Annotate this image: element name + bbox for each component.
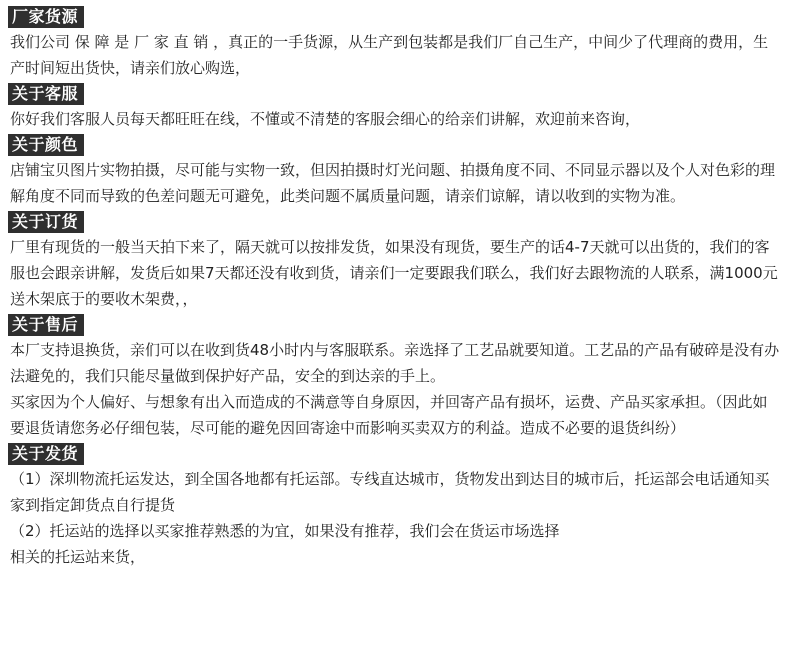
section-factory-source bbox=[8, 4, 782, 81]
section-paragraph: 你好我们客服人员每天都旺旺在线，不懂或不清楚的客服会细心的给亲们讲解，欢迎前来咨询， bbox=[10, 110, 641, 128]
section-customer-service bbox=[8, 81, 782, 132]
section-paragraph: 买家因为个人偏好、与想象有出入而造成的不满意等自身原因，并回寄产品有损坏，运费、产品买家承担。（因此如要退货请您务必仔细包装，尽可能的避免因回寄途中而影响买卖双方的利益。造成不必要的退货纠纷） bbox=[10, 393, 768, 437]
section-heading: 关于售后 bbox=[8, 314, 84, 336]
section-paragraph: （2）托运站的选择以买家推荐熟悉的为宜，如果没有推荐，我们会在货运市场选择 bbox=[10, 522, 560, 540]
section-heading: 厂家货源 bbox=[8, 6, 84, 28]
section-heading: 关于客服 bbox=[8, 83, 84, 105]
section-paragraph: 厂里有现货的一般当天拍下来了，隔天就可以按排发货，如果没有现货，要生产的话4-7天就可以出货的，我们的客服也会跟亲讲解，发货后如果7天都还没有收到货，请亲们一定要跟我们联么，我们好去跟物流的人联系，满1000元送木架底于的要收木架费，， bbox=[10, 238, 778, 308]
section-paragraph: 店铺宝贝图片实物拍摄，尽可能与实物一致，但因拍摄时灯光问题、拍摄角度不同、不同显示器以及个人对色彩的理解角度不同而导致的色差问题无可避免，此类问题不属质量问题，请亲们谅解，请以收到的实物为准。 bbox=[10, 161, 776, 205]
section-paragraph: 相关的托运站来货， bbox=[10, 548, 146, 566]
section-heading: 关于发货 bbox=[8, 443, 84, 465]
section-after-sales bbox=[8, 312, 782, 441]
section-color bbox=[8, 132, 782, 209]
section-paragraph: 本厂支持退换货，亲们可以在收到货48小时内与客服联系。亲选择了工艺品就要知道。工艺品的产品有破碎是没有办法避免的，我们只能尽量做到保护好产品，安全的到达亲的手上。 bbox=[10, 341, 780, 385]
section-paragraph: 我们公司 保 障 是 厂 家 直 销 ，真正的一手货源，从生产到包装都是我们厂自己生产，中间少了代理商的费用，生产时间短出货快，请亲们放心购选， bbox=[10, 33, 769, 77]
section-heading: 关于颜色 bbox=[8, 134, 84, 156]
section-shipping bbox=[8, 441, 782, 570]
section-paragraph: （1）深圳物流托运发达，到全国各地都有托运部。专线直达城市，货物发出到达目的城市后，托运部会电话通知买家到指定卸货点自行提货 bbox=[10, 470, 770, 514]
section-heading: 关于订货 bbox=[8, 211, 84, 233]
section-ordering bbox=[8, 209, 782, 312]
